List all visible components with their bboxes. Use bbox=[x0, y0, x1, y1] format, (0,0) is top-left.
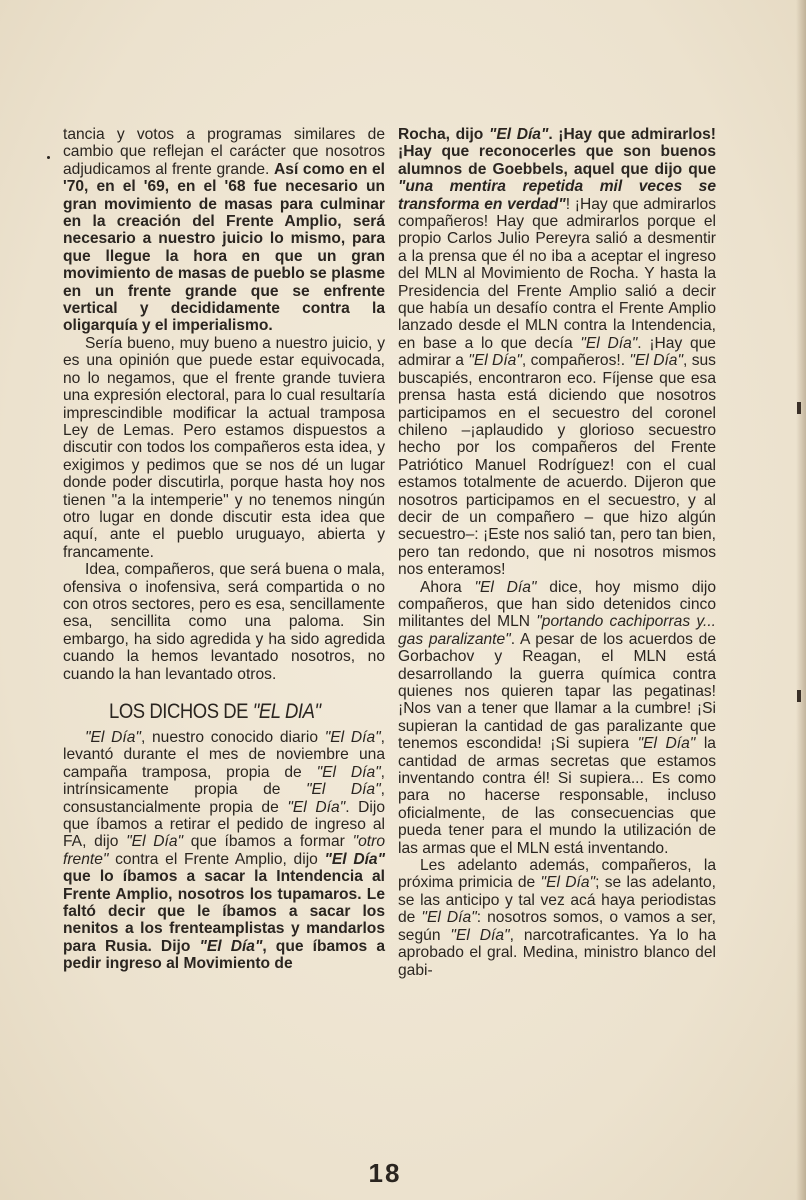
right-column bbox=[398, 126, 716, 979]
text-run: , levantó durante el mes de noviembre una campaña tramposa, propia de bbox=[63, 729, 386, 781]
margin-speck bbox=[47, 156, 50, 159]
text-run: . A pesar de los acuerdos de Gorbachov y Reagan, el MLN está desarrollando la guerra química contra quienes nos quieren tapar las pegatinas! ¡Nos van a tener que llamar a la cumbre! ¡Si supieran la cantidad de gas paralizante que tenemos escondida! ¡Si supiera bbox=[398, 630, 716, 753]
text-run: "El Día" bbox=[540, 874, 596, 892]
margin-mark bbox=[797, 402, 801, 414]
text-run: "El Día" bbox=[324, 850, 385, 868]
text-run: "El Día" bbox=[580, 334, 638, 352]
right-paragraph-2 bbox=[398, 579, 716, 858]
text-run: "El Día" bbox=[488, 126, 549, 143]
text-run: Rocha, dijo bbox=[398, 126, 489, 143]
text-run: "El Día" bbox=[199, 937, 263, 955]
left-paragraph-1 bbox=[63, 126, 385, 335]
left-paragraph-2: Sería bueno, muy bueno a nuestro juicio, y es una opinión que puede estar equivocada, no lo negamos, que el frente grande tuviera una expresión electoral, para lo cual resultaría imprescindible modificar la actual tramposa Ley de Lemas. Pero estamos dispuestos a discutir con todos los compañeros esta idea, y exigimos y pedimos que se nos dé un lugar donde poder discutirla, porque hasta hoy nos tienen "a la intemperie" y no tenemos ningún otro lugar en donde discutir esta idea que aquí, ante el pueblo uruguayo, abierta y francamente. bbox=[63, 334, 385, 561]
text-run: tancia y votos a programas similares de cambio que reflejan el carácter que nosotros adjudicamos al frente grande. bbox=[63, 126, 385, 178]
text-run: , compañeros!. bbox=[521, 352, 630, 370]
right-paragraph-1 bbox=[398, 126, 716, 579]
text-run: , sus buscapiés, encontraron eco. Fíjense que esa prensa hasta está diciendo que nosotros participamos en el secuestro del coronel chileno –¡aplaudido y glorioso secuestro hecho por los compañeros del Frente Patriótico Manuel Rodríguez! con el cual estamos totalmente de acuerdo. Dijeron que nosotros participamos en el secuestro, y al decir de un compañero – que hizo algún secuestro–: ¡Este nos salió tan, pero tan bien, pero tan redondo, que ni nosotros mismos nos enteramos! bbox=[398, 352, 716, 579]
left-column bbox=[63, 126, 385, 973]
text-run: "El Día" bbox=[468, 352, 522, 370]
text-run: que lo íbamos a sacar la Intendencia al Frente Amplio, nosotros los tupamaros. Le faltó decir que le íbamos a sacar los nenitos a los frenteamplistas y mandarlos para Rusia. Dijo bbox=[63, 868, 385, 955]
section-heading-text: LOS DICHOS DE bbox=[109, 700, 253, 723]
text-run: que íbamos a formar bbox=[183, 833, 353, 851]
text-run: . Dijo que íbamos a retirar el pedido de ingreso al FA, dijo bbox=[63, 798, 385, 851]
section-heading bbox=[109, 701, 352, 723]
text-run: : nosotros somos, o vamos a ser, según bbox=[398, 909, 716, 944]
text-run: "El Día" bbox=[324, 729, 381, 746]
text-run: "El Día" bbox=[85, 729, 141, 746]
section-heading-quote: "EL DIA" bbox=[252, 700, 321, 723]
text-run: contra el Frente Amplio, dijo bbox=[108, 850, 325, 868]
text-run: "El Día" bbox=[126, 833, 184, 851]
text-run: "una mentira repetida mil veces se transforma en verdad" bbox=[398, 178, 716, 213]
right-paragraph-3 bbox=[398, 857, 716, 979]
page-edge-shadow bbox=[796, 0, 806, 1200]
text-run: , nuestro conocido diario bbox=[140, 729, 325, 746]
left-paragraph-4 bbox=[63, 729, 385, 973]
text-run: "El Día" bbox=[629, 352, 683, 370]
text-run: Así como en el '70, en el '69, en el '68 fue necesario un gran movimiento de masas para culminar en la creación del Frente Amplio, será necesario a nuestro juicio lo mismo, para que llegue la hora en que un gran movimiento de masas de pueblo se plasme en un frente grande que se enfrente vertical y decididamente contra la oligarquía y el imperialismo. bbox=[63, 160, 385, 335]
text-run: "El Día" bbox=[450, 926, 510, 944]
page-number: 18 bbox=[368, 1158, 402, 1188]
text-run: "El Día" bbox=[305, 781, 381, 799]
left-paragraph-3: Idea, compañeros, que será buena o mala, ofensiva o inofensiva, será compartida o no con otros sectores, pero es esa, sencillamente esa, sencillita como una paloma. Sin embargo, ha sido agredida y ha sido agredida cuando la hemos levantado nosotros, no cuando la han levantado otros. bbox=[63, 561, 385, 683]
text-run: Ahora bbox=[420, 578, 475, 596]
text-run: , intrínsicamente propia de bbox=[63, 763, 385, 799]
margin-mark bbox=[797, 690, 801, 702]
text-run: "El Día" bbox=[316, 763, 381, 781]
text-run: , narcotraficantes. Ya lo ha aprobado el gral. Medina, ministro blanco del gabi- bbox=[398, 926, 716, 979]
text-run: "El Día" bbox=[421, 909, 477, 927]
text-run: "El Día" bbox=[287, 798, 346, 816]
text-run: , que íbamos a pedir ingreso al Movimiento de bbox=[63, 937, 385, 973]
text-run: . ¡Hay que admirar a bbox=[398, 334, 716, 370]
text-run: . ¡Hay que admirarlos! ¡Hay que reconocerles que son buenos alumnos de Goebbels, aquel que dijo que bbox=[398, 126, 716, 178]
text-run: "portando cachiporras y... gas paralizante" bbox=[398, 613, 716, 648]
text-run: , consustancialmente propia de bbox=[63, 781, 385, 816]
text-run: ! ¡Hay que admirarlos compañeros! Hay que admirarlos porque el propio Carlos Julio Pereyra salió a desmentir a la prensa que él no iba a aceptar el ingreso del MLN al Movimiento de Rocha. Y hasta la Presidencia del Frente Amplio salió a decir que había un desafío contra el Frente Amplio lanzado desde el MLN contra la Intendencia, en base a lo que decía bbox=[398, 195, 716, 352]
text-run: dice, hoy mismo dijo compañeros, que han sido detenidos cinco militantes del MLN bbox=[398, 578, 716, 631]
text-run: "El Día" bbox=[474, 578, 537, 596]
text-run: "El Día" bbox=[637, 735, 696, 753]
text-run: Les adelanto además, compañeros, la próxima primicia de bbox=[398, 857, 716, 892]
text-run: ; se las adelanto, se las anticipo y tal vez acá haya periodistas de bbox=[398, 874, 716, 927]
text-run: "otro frente" bbox=[63, 833, 385, 868]
text-run: la cantidad de armas secretas que estamos inventando contra él! Si supiera... Es como para no hacerse responsable, incluso oficialmente, de las consecuencias que pueda tener para el mundo la utilización de las armas que el MLN está inventando. bbox=[398, 735, 716, 857]
